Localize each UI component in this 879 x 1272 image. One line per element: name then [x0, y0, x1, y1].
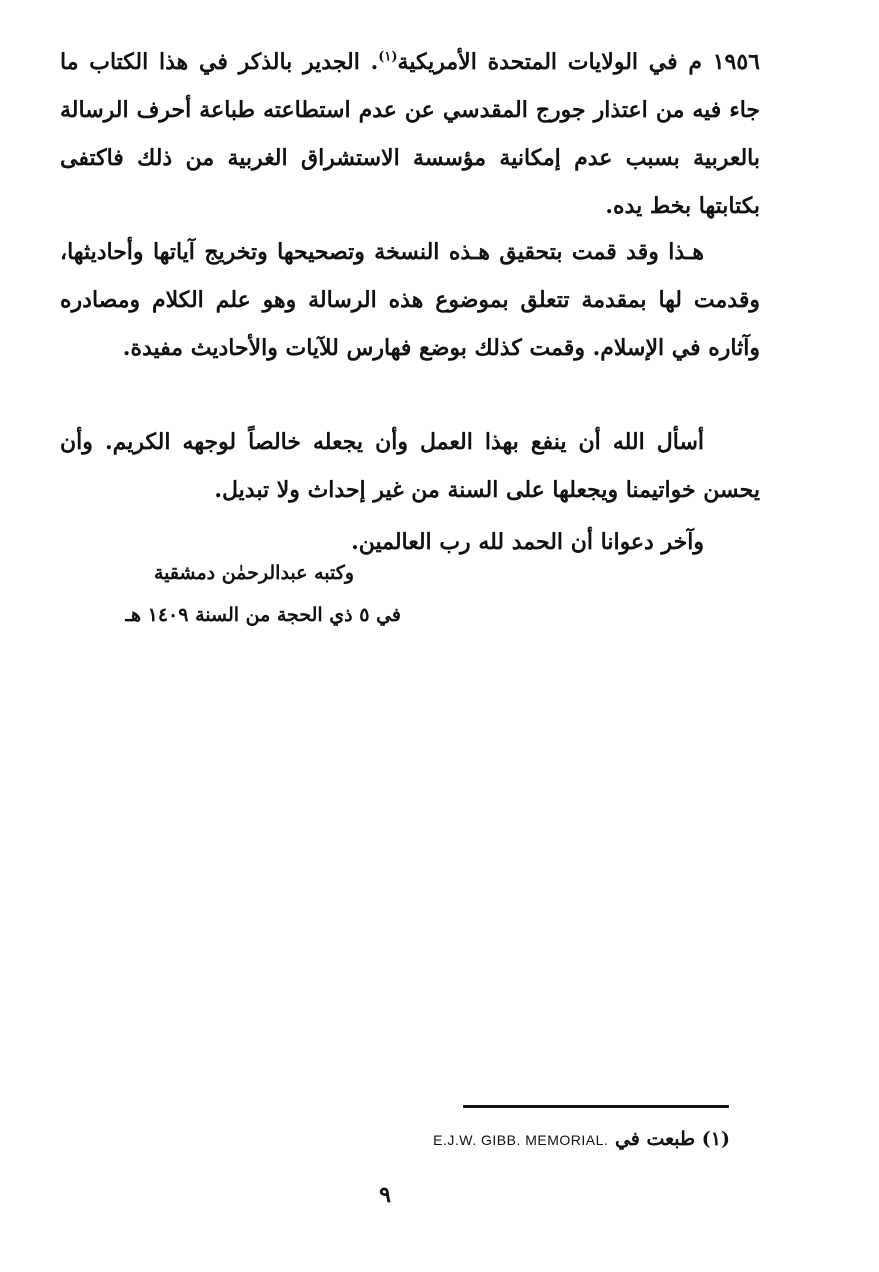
paragraph-1-text-end: . الجدير بالذكر في هذا الكتاب ما جاء فيه من اعتذار جورج المقدسي عن عدم استطاعته طباعة أحرف الرسالة بالعربية بسبب عدم إمكانية مؤسسة الاستشراق الغربية من ذلك فاكتفى بكتابتها بخط يده. — [60, 49, 760, 219]
footnote-marker: (١) — [701, 1128, 730, 1150]
footnote-text: طبعت في — [614, 1128, 696, 1150]
paragraph-2-text: هـذا وقد قمت بتحقيق هـذه النسخة وتصحيحها وتخريج آياتها وأحاديثها، وقدمت لها بمقدمة تتعلق بموضوع هذه الرسالة وهو علم الكلام ومصادره وآثاره في الإسلام. وقمت كذلك بوضع فهارس للآيات والأحاديث مفيدة. — [60, 239, 760, 361]
footnote-reference: (١) — [378, 49, 398, 65]
signature-name: وكتبه عبدالرحمٰن دمشقية — [153, 562, 354, 584]
paragraph-1-text-start: ١٩٥٦ م في الولايات المتحدة الأمريكية — [397, 49, 760, 75]
paragraph-4-text: وآخر دعوانا أن الحمد لله رب العالمين. — [351, 529, 704, 555]
paragraph-2 — [60, 228, 760, 372]
paragraph-1 — [60, 38, 760, 230]
paragraph-3-text: أسأل الله أن ينفع بهذا العمل وأن يجعله خالصاً لوجهه الكريم. وأن يحسن خواتيمنا ويجعلها على السنة من غير إحداث ولا تبديل. — [60, 429, 760, 503]
signature-date: في ٥ ذي الحجة من السنة ١٤٠٩ هـ — [125, 604, 401, 626]
page-number: ٩ — [379, 1182, 391, 1208]
paragraph-3 — [60, 418, 760, 514]
footnote — [433, 1128, 730, 1150]
footnote-latin-text: E.J.W. GIBB. MEMORIAL. — [433, 1132, 609, 1148]
paragraph-4 — [60, 518, 760, 566]
footnote-divider — [463, 1105, 729, 1108]
